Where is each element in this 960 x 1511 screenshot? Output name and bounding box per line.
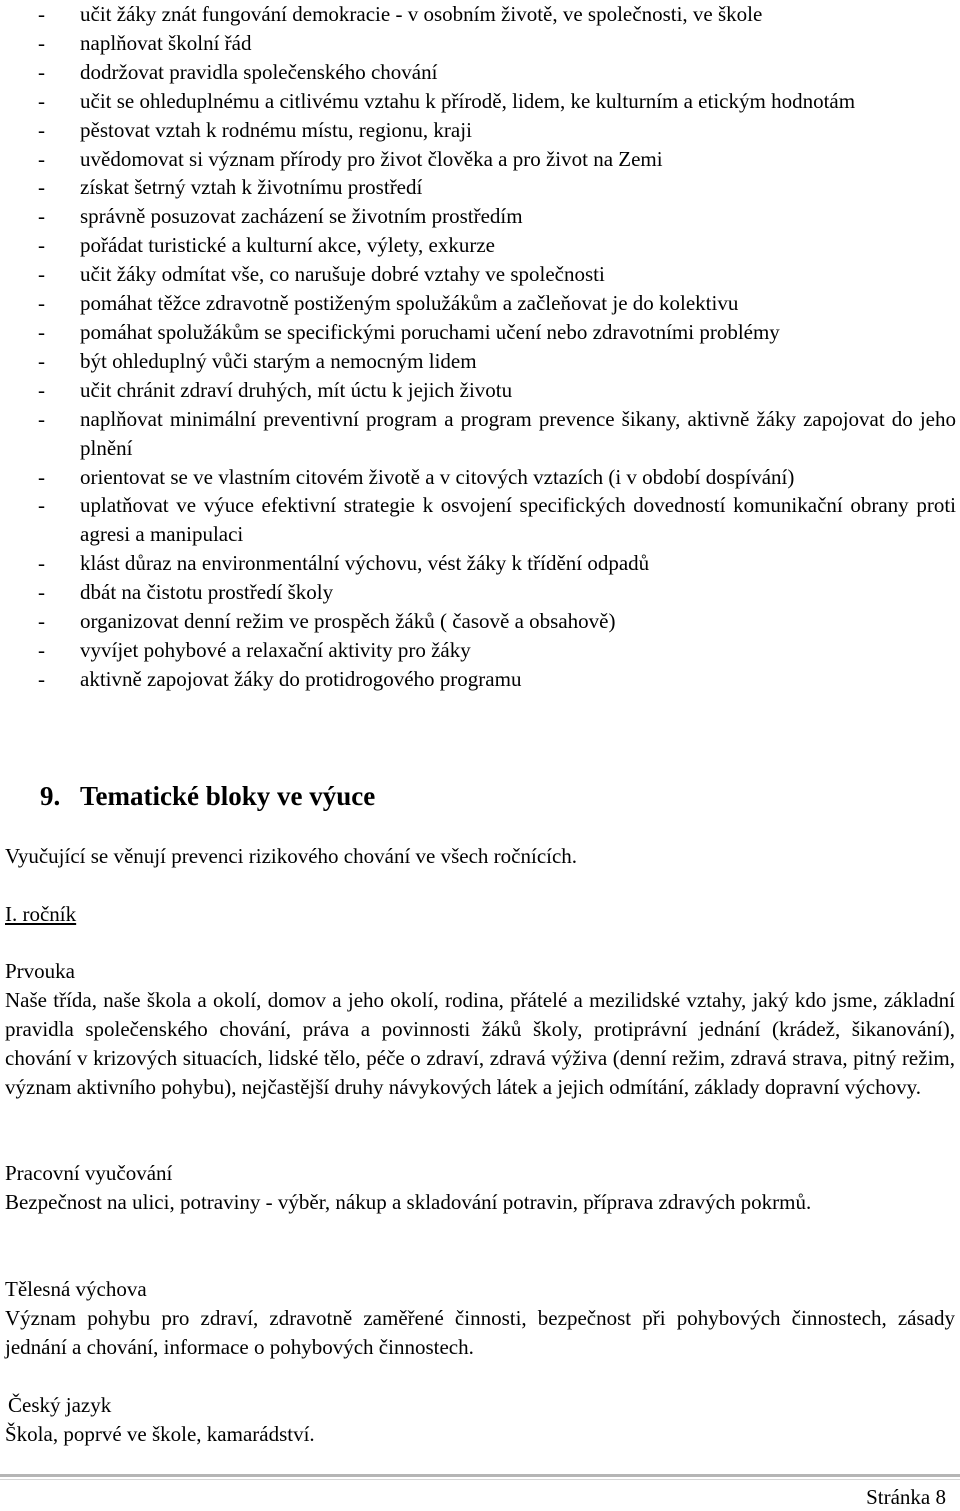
list-item xyxy=(38,289,956,318)
list-item-text: uplatňovat ve výuce efektivní strategie k osvojení specifických dovedností komunikační obrany proti agresi a manipulaci xyxy=(80,493,956,547)
bullet-dash: - xyxy=(38,551,45,576)
list-item xyxy=(38,607,956,636)
bullet-dash: - xyxy=(38,204,45,229)
list-item-text: naplňovat školní řád xyxy=(80,30,252,55)
list-item xyxy=(38,318,956,347)
list-item xyxy=(38,578,956,607)
list-item xyxy=(38,260,956,289)
subject-text: Bezpečnost na ulici, potraviny - výběr, nákup a skladování potravin, příprava zdravých pokrmů. xyxy=(5,1190,812,1214)
list-item xyxy=(38,116,956,145)
bullet-dash: - xyxy=(38,377,45,402)
list-item-text: pořádat turistické a kulturní akce, výlety, exkurze xyxy=(80,233,495,258)
intro-paragraph: Vyučující se věnují prevenci rizikového chování ve všech ročnících. xyxy=(5,844,578,868)
subject-block xyxy=(5,1391,955,1449)
bullet-dash: - xyxy=(38,30,45,55)
list-item xyxy=(38,549,956,578)
subject-title: Pracovní vyučování xyxy=(5,1161,173,1185)
subject-title: Prvouka xyxy=(5,959,75,983)
list-item xyxy=(38,0,956,29)
list-item xyxy=(38,636,956,665)
list-item-text: učit žáky odmítat vše, co narušuje dobré vztahy ve společnosti xyxy=(80,262,605,287)
list-item xyxy=(38,202,956,231)
bullet-dash: - xyxy=(38,233,45,258)
bullet-dash: - xyxy=(38,319,45,344)
bullet-dash: - xyxy=(38,666,45,691)
footer-divider-thin xyxy=(0,1479,960,1480)
bullet-dash: - xyxy=(38,146,45,171)
list-item-text: vyvíjet pohybové a relaxační aktivity pro žáky xyxy=(80,637,471,662)
bullet-dash: - xyxy=(38,2,45,26)
section-heading xyxy=(40,778,375,814)
list-item-text: pomáhat spolužákům se specifickými poruchami učení nebo zdravotními problémy xyxy=(80,319,780,344)
bullet-dash: - xyxy=(38,117,45,142)
subject-title: Tělesná výchova xyxy=(5,1277,147,1301)
list-item-text: organizovat denní režim ve prospěch žáků ( časově a obsahově) xyxy=(80,609,616,634)
bullet-dash: - xyxy=(38,637,45,662)
bullet-dash: - xyxy=(38,59,45,84)
list-item-text: dodržovat pravidla společenského chování xyxy=(80,59,438,84)
bullet-dash: - xyxy=(38,88,45,113)
footer-divider xyxy=(0,1474,960,1477)
list-item-text: klást důraz na environmentální výchovu, vést žáky k třídění odpadů xyxy=(80,551,650,576)
section-title: Tematické bloky ve výuce xyxy=(80,781,376,811)
list-item xyxy=(38,87,956,116)
bullet-dash: - xyxy=(38,406,45,431)
list-item-text: učit žáky znát fungování demokracie - v osobním životě, ve společnosti, ve škole xyxy=(80,2,763,26)
bullet-dash: - xyxy=(38,580,45,605)
list-item xyxy=(38,665,956,694)
bullet-dash: - xyxy=(38,609,45,634)
list-item xyxy=(38,463,956,492)
section-number: 9. xyxy=(40,781,61,811)
subject-text: Význam pohybu pro zdraví, zdravotně zaměřené činnosti, bezpečnost při pohybových činnostech, zásady jednání a chování, informace o pohybových činnostech. xyxy=(5,1306,955,1359)
list-item xyxy=(38,347,956,376)
bullet-dash: - xyxy=(38,262,45,287)
subject-title: Český jazyk xyxy=(8,1393,112,1417)
list-item-text: naplňovat minimální preventivní program a program prevence šikany, aktivně žáky zapojovat do jeho plnění xyxy=(80,406,956,460)
subject-block xyxy=(5,1159,955,1217)
subject-block xyxy=(5,957,955,1102)
subject-block xyxy=(5,1275,955,1362)
list-item-text: uvědomovat si význam přírody pro život člověka a pro život na Zemi xyxy=(80,146,663,171)
list-item xyxy=(38,405,956,463)
list-item xyxy=(38,376,956,405)
list-item-text: učit se ohleduplnému a citlivému vztahu k přírodě, lidem, ke kulturním a etickým hodnotám xyxy=(80,88,856,113)
bullet-dash: - xyxy=(38,464,45,489)
list-item-text: být ohleduplný vůči starým a nemocným lidem xyxy=(80,348,477,373)
list-item-text: aktivně zapojovat žáky do protidrogového programu xyxy=(80,666,522,691)
bullet-dash: - xyxy=(38,493,45,518)
list-item-text: učit chránit zdraví druhých, mít úctu k jejich životu xyxy=(80,377,513,402)
list-item-text: pomáhat těžce zdravotně postiženým spolužákům a začleňovat je do kolektivu xyxy=(80,291,739,316)
list-item xyxy=(38,58,956,87)
list-item-text: orientovat se ve vlastním citovém životě a v citových vztazích (i v období dospívání) xyxy=(80,464,795,489)
subject-text: Naše třída, naše škola a okolí, domov a jeho okolí, rodina, přátelé a mezilidské vztahy, jaký kdo jsme, základní pravidla společenského chování, práva a povinnosti žáků školy, protiprávní jednání (krádež, šikanování), chování v krizových situacích, lidské tělo, péče o zdraví, zdravá výživa (denní režim, zdravá strava, pitný režim, význam aktivního pohybu), nejčastější druhy návykových látek a jejich odmítání, základy dopravní výchovy. xyxy=(5,988,955,1099)
list-item xyxy=(38,145,956,174)
list-item-text: dbát na čistotu prostředí školy xyxy=(80,580,334,605)
page-number: Stránka 8 xyxy=(866,1485,946,1509)
bullet-dash: - xyxy=(38,175,45,200)
list-item xyxy=(38,491,956,549)
bullet-dash: - xyxy=(38,291,45,316)
list-item-text: pěstovat vztah k rodnému místu, regionu, kraji xyxy=(80,117,472,142)
list-item xyxy=(38,173,956,202)
list-item xyxy=(38,29,956,58)
subject-text: Škola, poprvé ve škole, kamarádství. xyxy=(5,1422,315,1446)
list-item xyxy=(38,231,956,260)
bullet-dash: - xyxy=(38,348,45,373)
list-item-text: získat šetrný vztah k životnímu prostředí xyxy=(80,175,423,200)
list-item-text: správně posuzovat zacházení se životním prostředím xyxy=(80,204,523,229)
bullet-list xyxy=(38,0,956,694)
grade-heading: I. ročník xyxy=(5,902,77,926)
